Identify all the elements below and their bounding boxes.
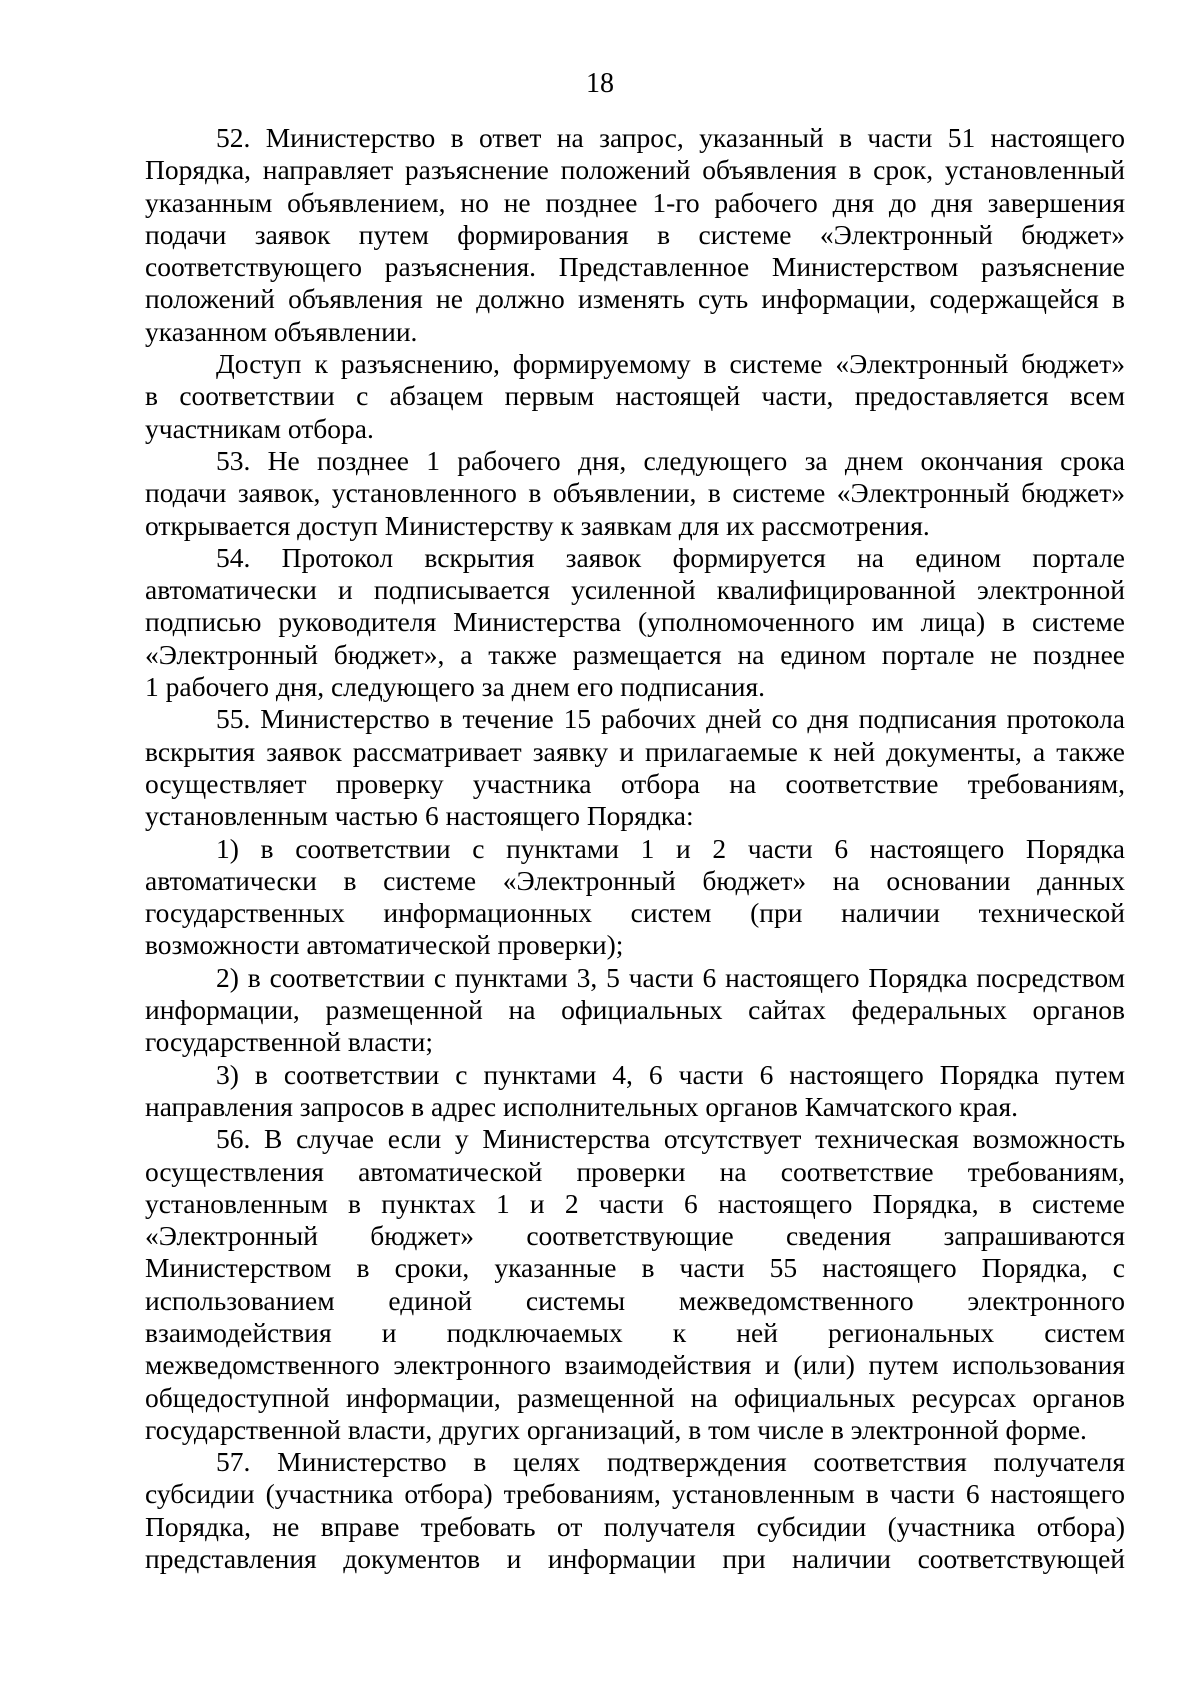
text-line: Доступ к разъяснению, формируемому в системе «Электронный бюджет» [216, 348, 1125, 380]
text-line: использованием единой системы межведомственного электронного [145, 1284, 1125, 1316]
text-line: указанном объявлении. [145, 315, 418, 347]
text-line: в соответствии с абзацем первым настоящей части, предоставляется всем [145, 380, 1125, 412]
text-line: 1 рабочего дня, следующего за днем его подписания. [145, 671, 765, 703]
text-line: Порядка, направляет разъяснение положений объявления в срок, установленный [145, 154, 1125, 186]
text-line: подачи заявок, установленного в объявлении, в системе «Электронный бюджет» [145, 477, 1125, 509]
text-line: государственной власти; [145, 1026, 433, 1058]
text-line: информации, размещенной на официальных сайтах федеральных органов [145, 994, 1125, 1026]
text-line: «Электронный бюджет», а также размещается на едином портале не позднее [145, 638, 1125, 670]
page-number: 18 [586, 68, 614, 99]
text-line: Порядка, не вправе требовать от получателя субсидии (участника отбора) [145, 1510, 1125, 1542]
text-line: государственных информационных систем (при наличии технической [145, 897, 1125, 929]
text-line: указанным объявлением, но не позднее 1-го рабочего дня до дня завершения [145, 186, 1125, 218]
paragraph-54 [145, 542, 1125, 703]
paragraph-56 [145, 1123, 1125, 1446]
text-line: открывается доступ Министерству к заявкам для их рассмотрения. [145, 509, 930, 541]
document-body [145, 122, 1125, 1575]
paragraph-55-item-1 [145, 833, 1125, 962]
text-line: автоматически в системе «Электронный бюджет» на основании данных [145, 864, 1125, 896]
text-line: участникам отбора. [145, 412, 374, 444]
paragraph-55-item-3 [145, 1059, 1125, 1124]
paragraph-57 [145, 1446, 1125, 1575]
text-line: вскрытия заявок рассматривает заявку и прилагаемые к ней документы, а также [145, 735, 1125, 767]
paragraph-53 [145, 445, 1125, 542]
text-line: 1) в соответствии с пунктами 1 и 2 части 6 настоящего Порядка [216, 832, 1125, 864]
text-line: осуществления автоматической проверки на соответствие требованиям, [145, 1155, 1125, 1187]
paragraph-55-item-2 [145, 962, 1125, 1059]
text-line: установленным частью 6 настоящего Порядка: [145, 800, 694, 832]
text-line: подписью руководителя Министерства (уполномоченного им лица) в системе [145, 606, 1125, 638]
text-line: 55. Министерство в течение 15 рабочих дней со дня подписания протокола [216, 703, 1125, 735]
text-line: «Электронный бюджет» соответствующие сведения запрашиваются [145, 1220, 1125, 1252]
text-line: подачи заявок путем формирования в системе «Электронный бюджет» [145, 218, 1125, 250]
text-line: возможности автоматической проверки); [145, 929, 624, 961]
text-line: 3) в соответствии с пунктами 4, 6 части 6 настоящего Порядка путем [216, 1058, 1125, 1090]
text-line: представления документов и информации при наличии соответствующей [145, 1543, 1125, 1575]
text-line: положений объявления не должно изменять суть информации, содержащейся в [145, 283, 1125, 315]
text-line: 2) в соответствии с пунктами 3, 5 части 6 настоящего Порядка посредством [216, 961, 1125, 993]
text-line: Министерством в сроки, указанные в части 55 настоящего Порядка, с [145, 1252, 1125, 1284]
text-line: общедоступной информации, размещенной на официальных ресурсах органов [145, 1381, 1125, 1413]
paragraph-52 [145, 122, 1125, 348]
text-line: государственной власти, других организаций, в том числе в электронной форме. [145, 1413, 1087, 1445]
paragraph-52-access [145, 348, 1125, 445]
text-line: осуществляет проверку участника отбора на соответствие требованиям, [145, 767, 1125, 799]
text-line: взаимодействия и подключаемых к ней региональных систем [145, 1316, 1125, 1348]
paragraph-55 [145, 703, 1125, 832]
text-line: 52. Министерство в ответ на запрос, указанный в части 51 настоящего [216, 122, 1125, 153]
text-line: 54. Протокол вскрытия заявок формируется на едином портале [216, 541, 1125, 573]
text-line: 56. В случае если у Министерства отсутствует техническая возможность [216, 1123, 1125, 1155]
text-line: межведомственного электронного взаимодействия и (или) путем использования [145, 1349, 1125, 1381]
text-line: направления запросов в адрес исполнительных органов Камчатского края. [145, 1090, 1018, 1122]
text-line: установленным в пунктах 1 и 2 части 6 настоящего Порядка, в системе [145, 1187, 1125, 1219]
text-line: 53. Не позднее 1 рабочего дня, следующего за днем окончания срока [216, 444, 1125, 476]
text-line: соответствующего разъяснения. Представленное Министерством разъяснение [145, 251, 1125, 283]
text-line: субсидии (участника отбора) требованиям, установленным в части 6 настоящего [145, 1478, 1125, 1510]
text-line: 57. Министерство в целях подтверждения соответствия получателя [216, 1446, 1125, 1478]
text-line: автоматически и подписывается усиленной квалифицированной электронной [145, 574, 1125, 606]
